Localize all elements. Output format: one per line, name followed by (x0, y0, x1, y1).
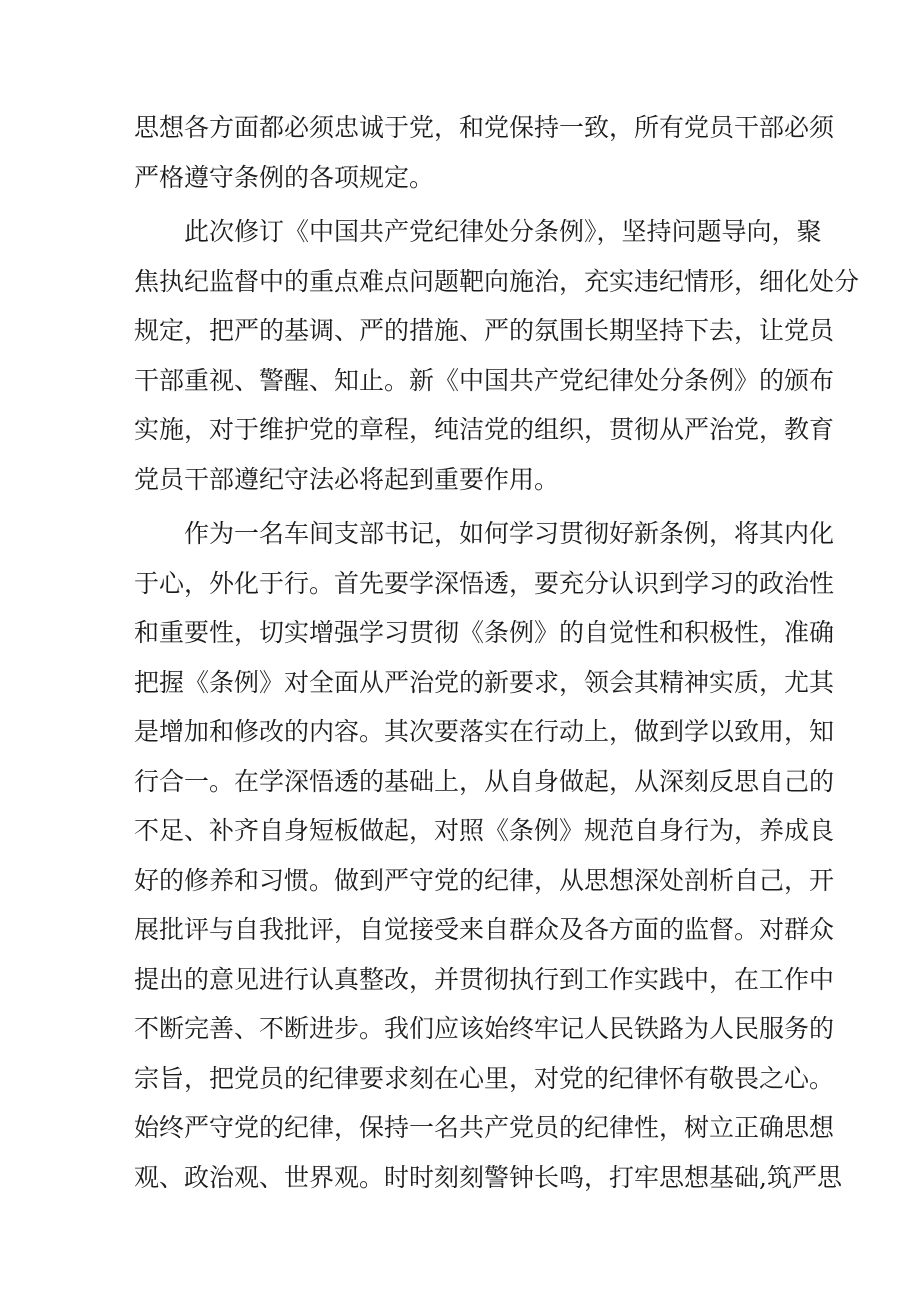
text-line: 观、政治观、世界观。时时刻刻警钟长鸣，打牢思想基础,筑严思 (134, 1162, 842, 1192)
text-line: 作为一名车间支部书记，如何学习贯彻好新条例，将其内化 (184, 519, 835, 548)
text-line: 展批评与自我批评，自觉接受来自群众及各方面的监督。对群众 (134, 915, 835, 944)
paragraph-1 (134, 103, 835, 202)
document-body (134, 103, 860, 1202)
text-line: 宗旨，把党员的纪律要求刻在心里，对党的纪律怀有敬畏之心。 (134, 1063, 835, 1093)
text-line: 此次修订《中国共产党纪律处分条例》，坚持问题导向，聚 (184, 217, 822, 246)
text-line: 规定，把严的基调、严的措施、严的氛围长期坚持下去，让党员 (134, 316, 835, 345)
paragraph-3 (134, 509, 842, 1202)
text-line: 和重要性，切实增强学习贯彻《条例》的自觉性和积极性，准确 (134, 618, 835, 647)
text-line: 始终严守党的纪律，保持一名共产党员的纪律性，树立正确思想 (134, 1113, 835, 1142)
text-line: 于心，外化于行。首先要学深悟透，要充分认识到学习的政治性 (134, 568, 835, 598)
text-line: 严格遵守条例的各项规定。 (134, 162, 435, 192)
text-line: 提出的意见进行认真整改，并贯彻执行到工作实践中，在工作中 (134, 964, 835, 994)
text-line: 好的修养和习惯。做到严守党的纪律，从思想深处剖析自己，开 (134, 865, 835, 895)
text-line: 实施，对于维护党的章程，纯洁党的组织，贯彻从严治党，教育 (134, 415, 835, 444)
text-line: 干部重视、警醒、知止。新《中国共产党纪律处分条例》的颁布 (134, 365, 835, 395)
text-line: 把握《条例》对全面从严治党的新要求，领会其精神实质，尤其 (134, 667, 835, 697)
paragraph-2 (134, 207, 860, 504)
text-line: 焦执纪监督中的重点难点问题靶向施治，充实违纪情形，细化处分 (134, 266, 860, 296)
text-line: 思想各方面都必须忠诚于党，和党保持一致，所有党员干部必须 (134, 113, 835, 142)
text-line: 行合一。在学深悟透的基础上，从自身做起，从深刻反思自己的 (134, 766, 835, 796)
text-line: 不断完善、不断进步。我们应该始终牢记人民铁路为人民服务的 (134, 1014, 835, 1043)
text-line: 党员干部遵纪守法必将起到重要作用。 (134, 464, 560, 494)
text-line: 不足、补齐自身短板做起，对照《条例》规范自身行为，养成良 (134, 816, 835, 845)
text-line: 是增加和修改的内容。其次要落实在行动上，做到学以致用，知 (134, 717, 835, 746)
